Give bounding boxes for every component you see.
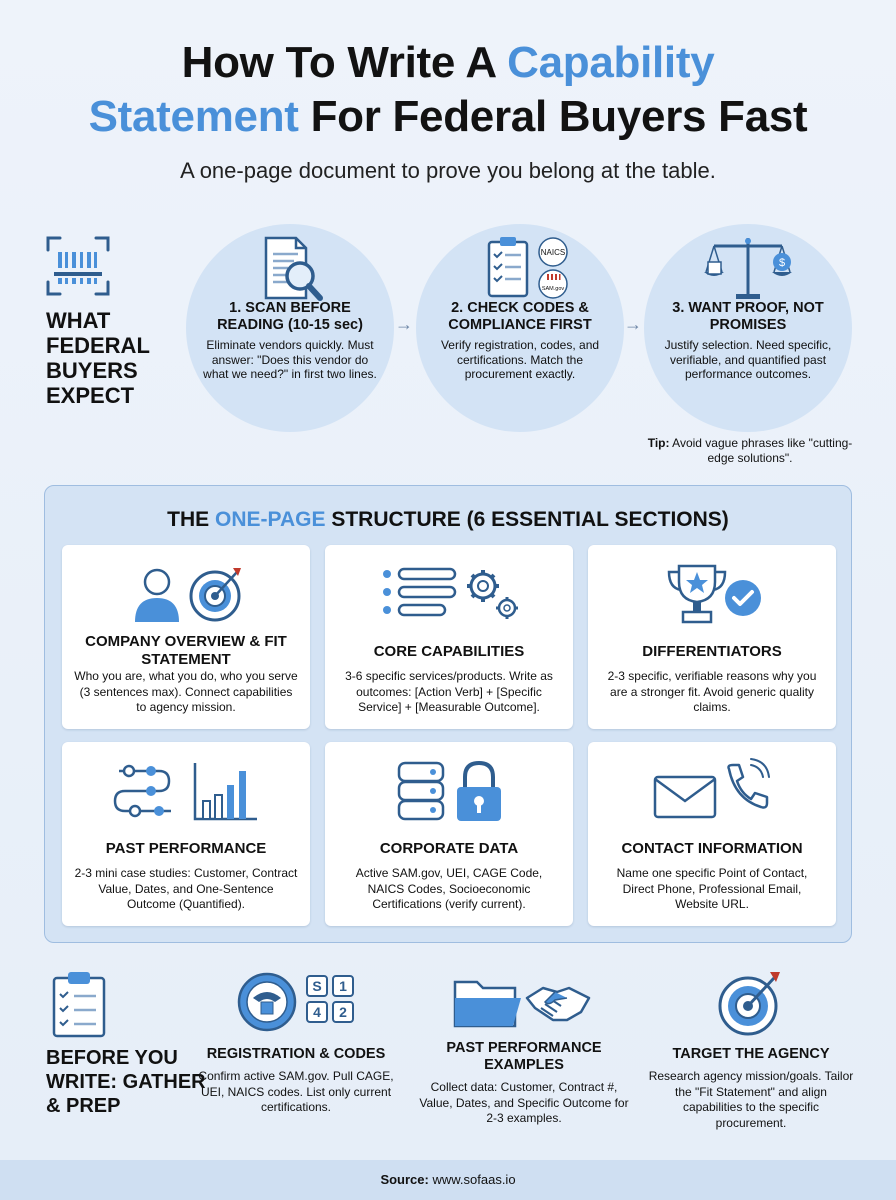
envelope-phone-icon xyxy=(588,756,836,826)
title-accent2: Statement xyxy=(88,92,299,141)
title-part2: For Federal Buyers Fast xyxy=(298,92,808,141)
tip-text: Avoid vague phrases like "cutting-edge solutions". xyxy=(669,436,853,465)
prep-target-agency-title: TARGET THE AGENCY xyxy=(672,1046,830,1062)
source-label: Source: xyxy=(380,1172,429,1187)
database-lock-icon xyxy=(325,756,573,826)
structure-title-accent: ONE-PAGE xyxy=(215,508,326,531)
document-magnifier-icon xyxy=(248,232,332,309)
card-company-overview-title: COMPANY OVERVIEW & FIT STATEMENT xyxy=(85,633,287,668)
prep-past-performance xyxy=(418,968,630,1127)
step-codes-text: Verify registration, codes, and certifications. Match the procurement exactly. xyxy=(440,338,600,381)
scales-icon xyxy=(700,232,796,309)
card-corporate-data-title: CORPORATE DATA xyxy=(379,840,519,857)
title-part1: How To Write A xyxy=(181,38,508,87)
step-proof-title: 3. WANT PROOF, NOT PROMISES xyxy=(672,300,824,333)
card-core-capabilities-text: 3-6 specific services/products. Write as outcomes: [Action Verb] + [Specific Service] + [Measurable Outcome]. xyxy=(345,669,553,714)
prep-past-performance-title: PAST PERFORMANCE EXAMPLES xyxy=(446,1040,602,1073)
step-proof xyxy=(644,224,852,432)
card-past-performance xyxy=(62,742,310,926)
page-title xyxy=(0,36,896,144)
clipboard-checklist-icon xyxy=(50,970,110,1045)
card-differentiators xyxy=(588,545,836,729)
scanner-icon xyxy=(44,234,112,298)
card-contact-information-text: Name one specific Point of Contact, Direct Phone, Professional Email, Website URL. xyxy=(616,866,808,911)
structure-title-part1: THE xyxy=(167,508,216,531)
card-contact-information xyxy=(588,742,836,926)
person-target-icon xyxy=(62,559,310,629)
card-company-overview xyxy=(62,545,310,729)
step-scan-text: Eliminate vendors quickly. Must answer: "Does this vendor do what we need?" in first two lines. xyxy=(203,338,377,381)
code-cell: 4 xyxy=(313,1004,321,1020)
naics-badge: NAICS xyxy=(540,248,566,257)
tip-label: Tip: xyxy=(647,436,670,450)
source-footer xyxy=(0,1160,896,1200)
card-corporate-data xyxy=(325,742,573,926)
structure-heading xyxy=(45,508,851,532)
target-icon xyxy=(648,968,854,1042)
step-scan-title: 1. SCAN BEFORE READING (10-15 sec) xyxy=(217,300,363,333)
step-proof-text: Justify selection. Need specific, verifiable, and quantified past performance outcomes. xyxy=(664,338,832,381)
list-gears-icon xyxy=(325,559,573,629)
svg-text:$: $ xyxy=(778,257,786,269)
code-cell: 2 xyxy=(339,1004,347,1020)
prep-target-agency xyxy=(648,968,854,1131)
arrow-right-icon: → xyxy=(624,314,642,334)
prep-past-performance-text: Collect data: Customer, Contract #, Value, Dates, and Specific Outcome for 2-3 examples. xyxy=(419,1080,629,1125)
card-past-performance-text: 2-3 mini case studies: Customer, Contract Value, Dates, and One-Sentence Outcome (Quantified). xyxy=(74,866,298,911)
card-core-capabilities-title: CORE CAPABILITIES xyxy=(373,643,525,660)
seal-codes-icon xyxy=(196,968,396,1042)
step-codes-title: 2. CHECK CODES & COMPLIANCE FIRST xyxy=(448,300,592,333)
card-differentiators-title: DIFFERENTIATORS xyxy=(642,643,782,660)
card-differentiators-text: 2-3 specific, verifiable reasons why you are a stronger fit. Avoid generic quality claims. xyxy=(607,669,817,714)
structure-title-part2: STRUCTURE (6 ESSENTIAL SECTIONS) xyxy=(325,508,729,531)
code-cell: S xyxy=(312,978,322,994)
timeline-chart-icon xyxy=(62,756,310,826)
prep-registration-text: Confirm active SAM.gov. Pull CAGE, UEI, NAICS codes. List only current certifications. xyxy=(198,1069,394,1114)
trophy-check-icon xyxy=(588,559,836,629)
page-subtitle: A one-page document to prove you belong at the table. xyxy=(180,158,716,183)
tip-note xyxy=(640,436,860,466)
source-url: www.sofaas.io xyxy=(428,1172,516,1187)
arrow-right-icon: → xyxy=(395,314,413,334)
card-core-capabilities xyxy=(325,545,573,729)
prep-registration-title: REGISTRATION & CODES xyxy=(206,1046,386,1062)
title-accent1: Capability xyxy=(507,38,715,87)
card-corporate-data-text: Active SAM.gov, UEI, CAGE Code, NAICS Codes, Socioeconomic Certifications (verify current). xyxy=(355,866,543,911)
card-company-overview-text: Who you are, what you do, who you serve (3 sentences max). Connect capabilities to agency mission. xyxy=(74,669,298,714)
sam-badge: SAM.gov xyxy=(541,286,565,292)
folder-handshake-icon xyxy=(418,968,630,1036)
step-scan xyxy=(186,224,394,432)
code-cell: 1 xyxy=(339,978,347,994)
structure-panel xyxy=(44,485,852,943)
prep-heading: BEFORE YOU WRITE: GATHER & PREP xyxy=(46,1047,206,1117)
prep-target-agency-text: Research agency mission/goals. Tailor the "Fit Statement" and align capabilities to the specific procurement. xyxy=(648,1069,854,1130)
card-past-performance-title: PAST PERFORMANCE xyxy=(105,840,267,857)
step-codes xyxy=(416,224,624,432)
expect-heading: WHAT FEDERAL BUYERS EXPECT xyxy=(46,308,150,408)
prep-registration xyxy=(196,968,396,1116)
card-contact-information-title: CONTACT INFORMATION xyxy=(621,840,803,857)
checklist-icon xyxy=(465,232,575,309)
